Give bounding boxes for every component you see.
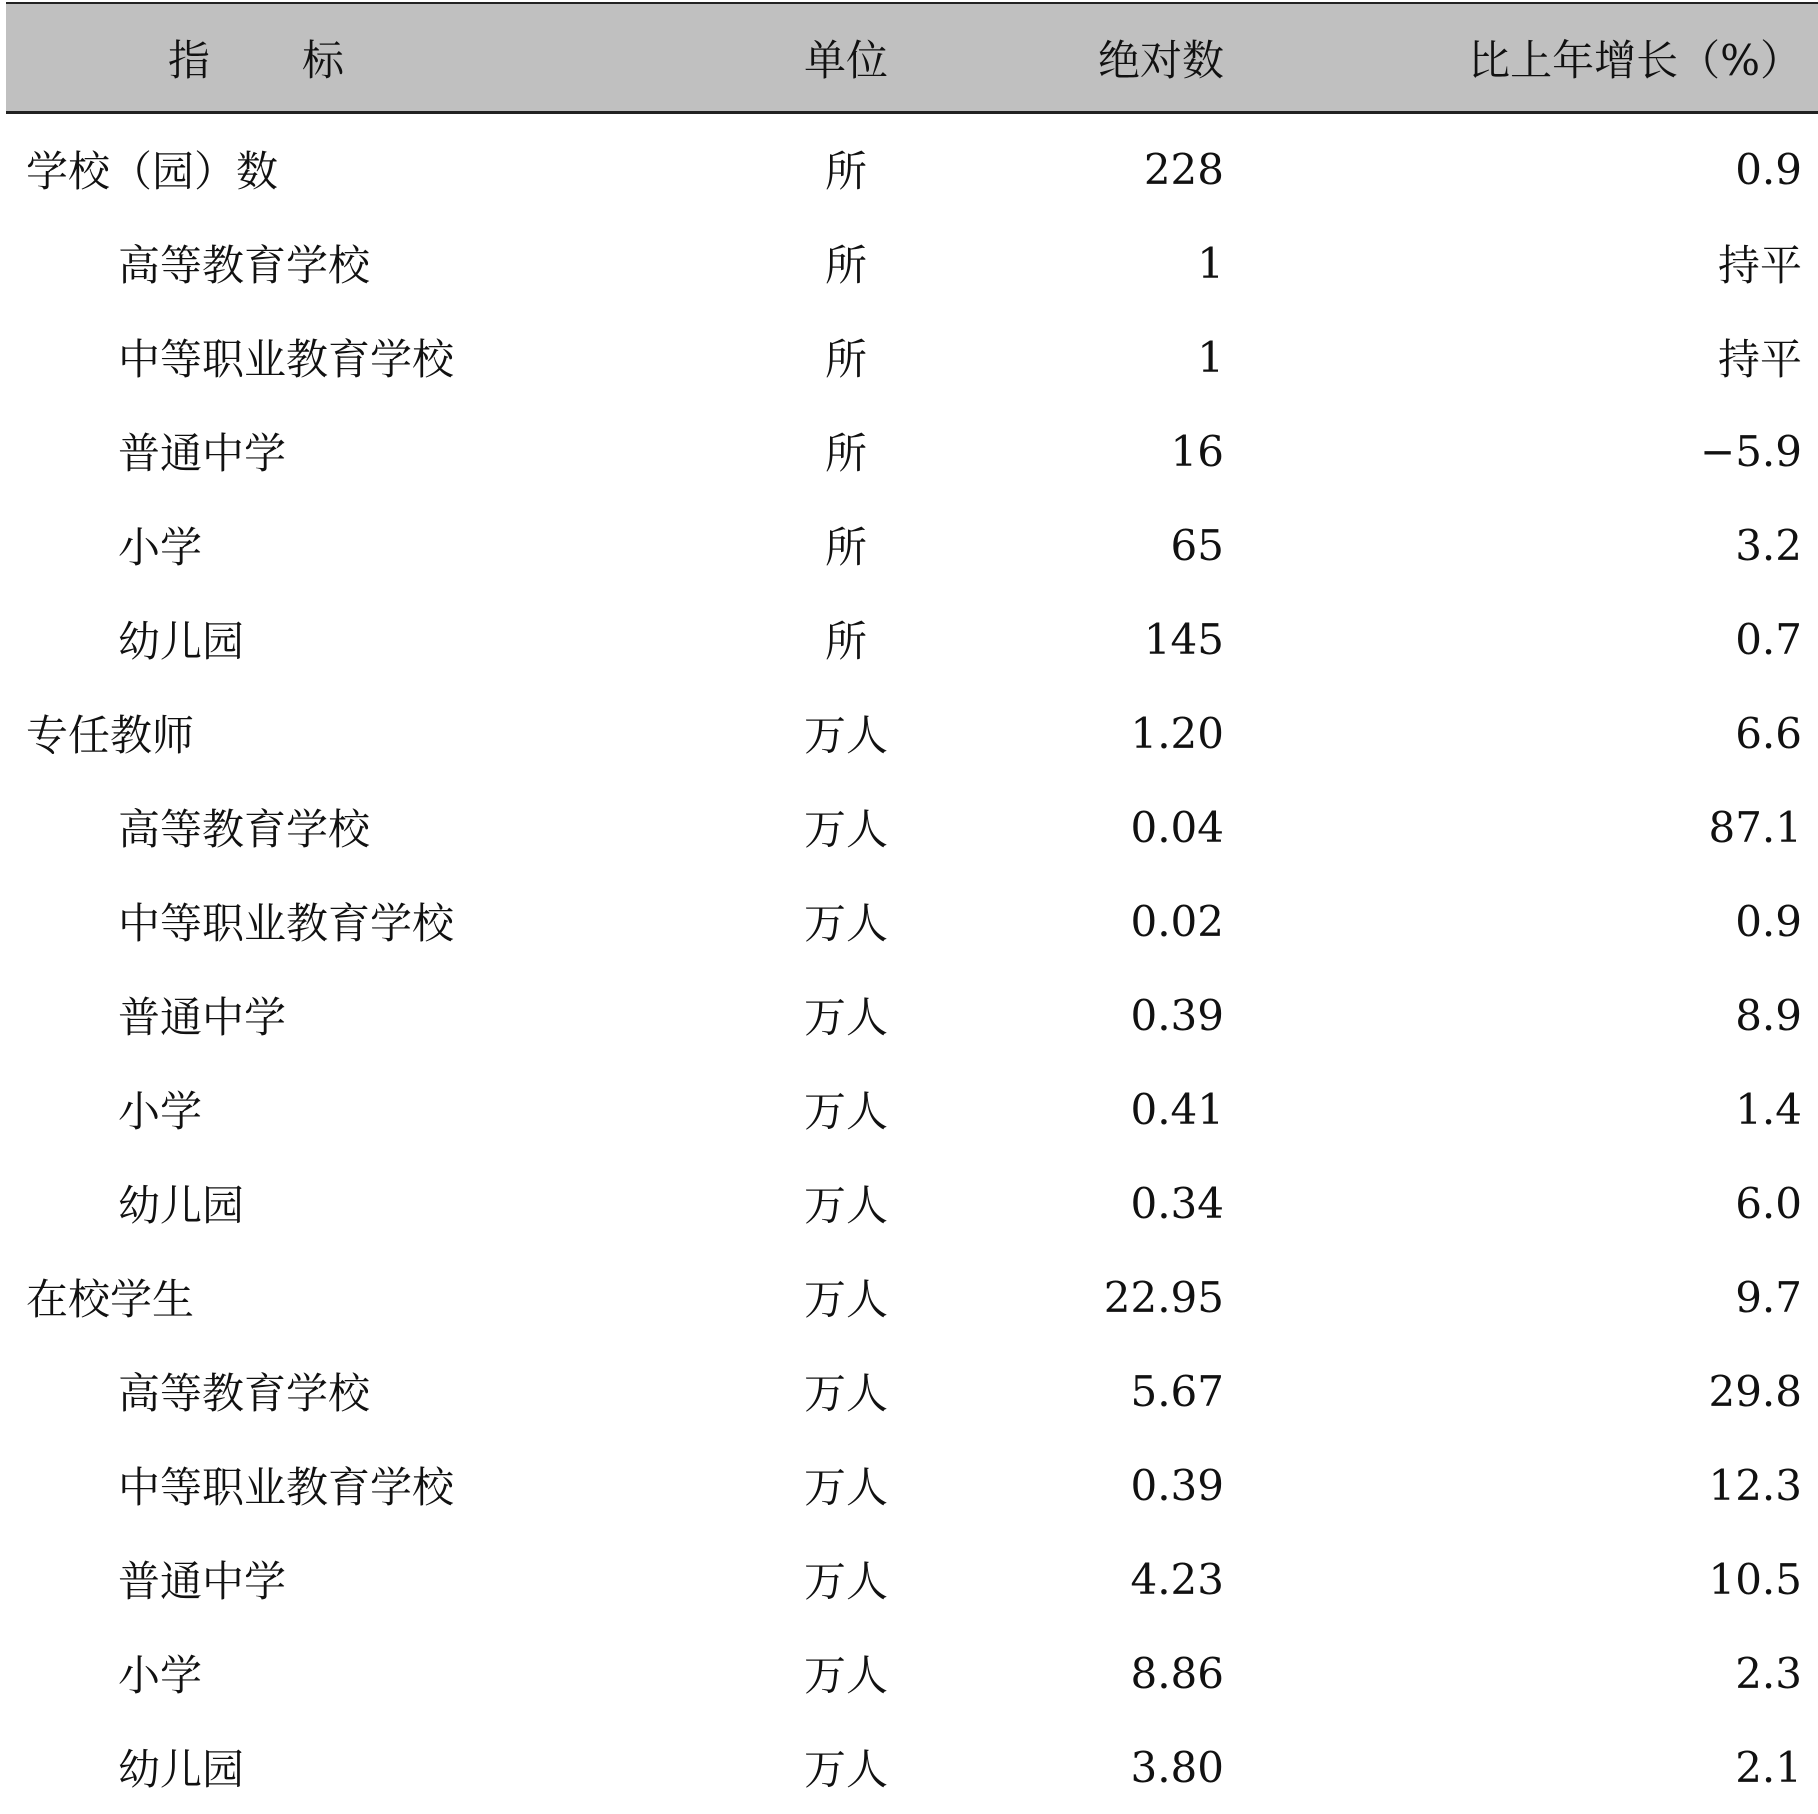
- header-indicator-part1: 指: [167, 35, 210, 85]
- header-indicator: [6, 4, 506, 111]
- row-absolute: 16: [1170, 426, 1224, 476]
- header-unit: 单位: [803, 35, 888, 85]
- row-indicator: 普通中学: [118, 429, 287, 478]
- education-statistics-table: [6, 2, 1818, 1814]
- row-indicator: 普通中学: [118, 1557, 287, 1606]
- table-row: [6, 1344, 1818, 1438]
- row-unit: 万人: [803, 1557, 888, 1606]
- row-indicator: 小学: [118, 1651, 203, 1700]
- row-unit: 所: [824, 147, 867, 196]
- table-row: [6, 874, 1818, 968]
- row-growth: 29.8: [1708, 1366, 1802, 1416]
- row-growth: 3.2: [1735, 520, 1802, 570]
- row-indicator: 普通中学: [118, 993, 287, 1042]
- row-indicator: 幼儿园: [118, 617, 245, 666]
- row-absolute: 22.95: [1103, 1272, 1224, 1322]
- table-row: [6, 1156, 1818, 1250]
- row-indicator: 高等教育学校: [118, 805, 371, 854]
- row-unit: 万人: [803, 805, 888, 854]
- row-unit: 所: [824, 429, 867, 478]
- row-indicator: 高等教育学校: [118, 241, 371, 290]
- table-row: [6, 1250, 1818, 1344]
- row-unit: 万人: [803, 1181, 888, 1230]
- header-growth: 比上年增长（%）: [1468, 35, 1802, 85]
- row-absolute: 0.04: [1130, 802, 1224, 852]
- row-unit: 万人: [803, 711, 888, 760]
- row-growth: 2.1: [1735, 1742, 1802, 1792]
- row-indicator: 中等职业教育学校: [118, 899, 455, 948]
- row-indicator: 中等职业教育学校: [118, 1463, 455, 1512]
- row-absolute: 145: [1143, 614, 1224, 664]
- row-growth: 0.7: [1735, 614, 1802, 664]
- table-row: [6, 404, 1818, 498]
- row-unit: 万人: [803, 1651, 888, 1700]
- row-absolute: 8.86: [1130, 1648, 1224, 1698]
- row-absolute: 228: [1143, 144, 1224, 194]
- table-row: [6, 1720, 1818, 1814]
- row-unit: 所: [824, 617, 867, 666]
- row-absolute: 0.41: [1130, 1084, 1224, 1134]
- table-row: [6, 498, 1818, 592]
- row-unit: 万人: [803, 1369, 888, 1418]
- table-body: [6, 122, 1818, 1814]
- table-row: [6, 122, 1818, 216]
- row-growth: 6.0: [1735, 1178, 1802, 1228]
- row-absolute: 0.39: [1130, 990, 1224, 1040]
- row-growth: 2.3: [1735, 1648, 1802, 1698]
- row-growth: 9.7: [1735, 1272, 1802, 1322]
- table-row: [6, 780, 1818, 874]
- row-growth: 8.9: [1735, 990, 1802, 1040]
- table-row: [6, 310, 1818, 404]
- table-row: [6, 968, 1818, 1062]
- table-row: [6, 1438, 1818, 1532]
- row-absolute: 0.34: [1130, 1178, 1224, 1228]
- row-absolute: 0.02: [1130, 896, 1224, 946]
- row-absolute: 0.39: [1130, 1460, 1224, 1510]
- row-unit: 万人: [803, 1463, 888, 1512]
- row-absolute: 3.80: [1130, 1742, 1224, 1792]
- row-absolute: 1: [1197, 238, 1224, 288]
- row-indicator: 专任教师: [26, 711, 195, 760]
- row-growth: 0.9: [1735, 144, 1802, 194]
- table-row: [6, 592, 1818, 686]
- row-absolute: 4.23: [1130, 1554, 1224, 1604]
- row-unit: 所: [824, 523, 867, 572]
- row-growth: 持平: [1717, 241, 1802, 290]
- row-unit: 万人: [803, 1087, 888, 1136]
- table-header: [6, 2, 1818, 114]
- header-indicator-part2: 标: [302, 35, 345, 85]
- row-unit: 万人: [803, 1275, 888, 1324]
- table-row: [6, 1062, 1818, 1156]
- row-absolute: 5.67: [1130, 1366, 1224, 1416]
- row-unit: 万人: [803, 899, 888, 948]
- row-growth: 6.6: [1735, 708, 1802, 758]
- row-growth: 持平: [1717, 335, 1802, 384]
- row-growth: 1.4: [1735, 1084, 1802, 1134]
- row-unit: 所: [824, 241, 867, 290]
- row-unit: 所: [824, 335, 867, 384]
- row-growth: −5.9: [1700, 426, 1802, 476]
- table-row: [6, 1626, 1818, 1720]
- row-indicator: 小学: [118, 523, 203, 572]
- row-growth: 12.3: [1708, 1460, 1802, 1510]
- row-absolute: 65: [1170, 520, 1224, 570]
- table-row: [6, 686, 1818, 780]
- row-indicator: 高等教育学校: [118, 1369, 371, 1418]
- table-row: [6, 1532, 1818, 1626]
- row-indicator: 中等职业教育学校: [118, 335, 455, 384]
- row-absolute: 1.20: [1130, 708, 1224, 758]
- row-indicator: 幼儿园: [118, 1181, 245, 1230]
- row-absolute: 1: [1197, 332, 1224, 382]
- row-indicator: 幼儿园: [118, 1745, 245, 1794]
- row-indicator: 学校（园）数: [26, 147, 279, 196]
- row-growth: 10.5: [1708, 1554, 1802, 1604]
- row-unit: 万人: [803, 1745, 888, 1794]
- row-indicator: 小学: [118, 1087, 203, 1136]
- row-growth: 0.9: [1735, 896, 1802, 946]
- row-growth: 87.1: [1708, 802, 1802, 852]
- row-indicator: 在校学生: [26, 1275, 195, 1324]
- header-absolute: 绝对数: [1097, 35, 1224, 85]
- row-unit: 万人: [803, 993, 888, 1042]
- table-row: [6, 216, 1818, 310]
